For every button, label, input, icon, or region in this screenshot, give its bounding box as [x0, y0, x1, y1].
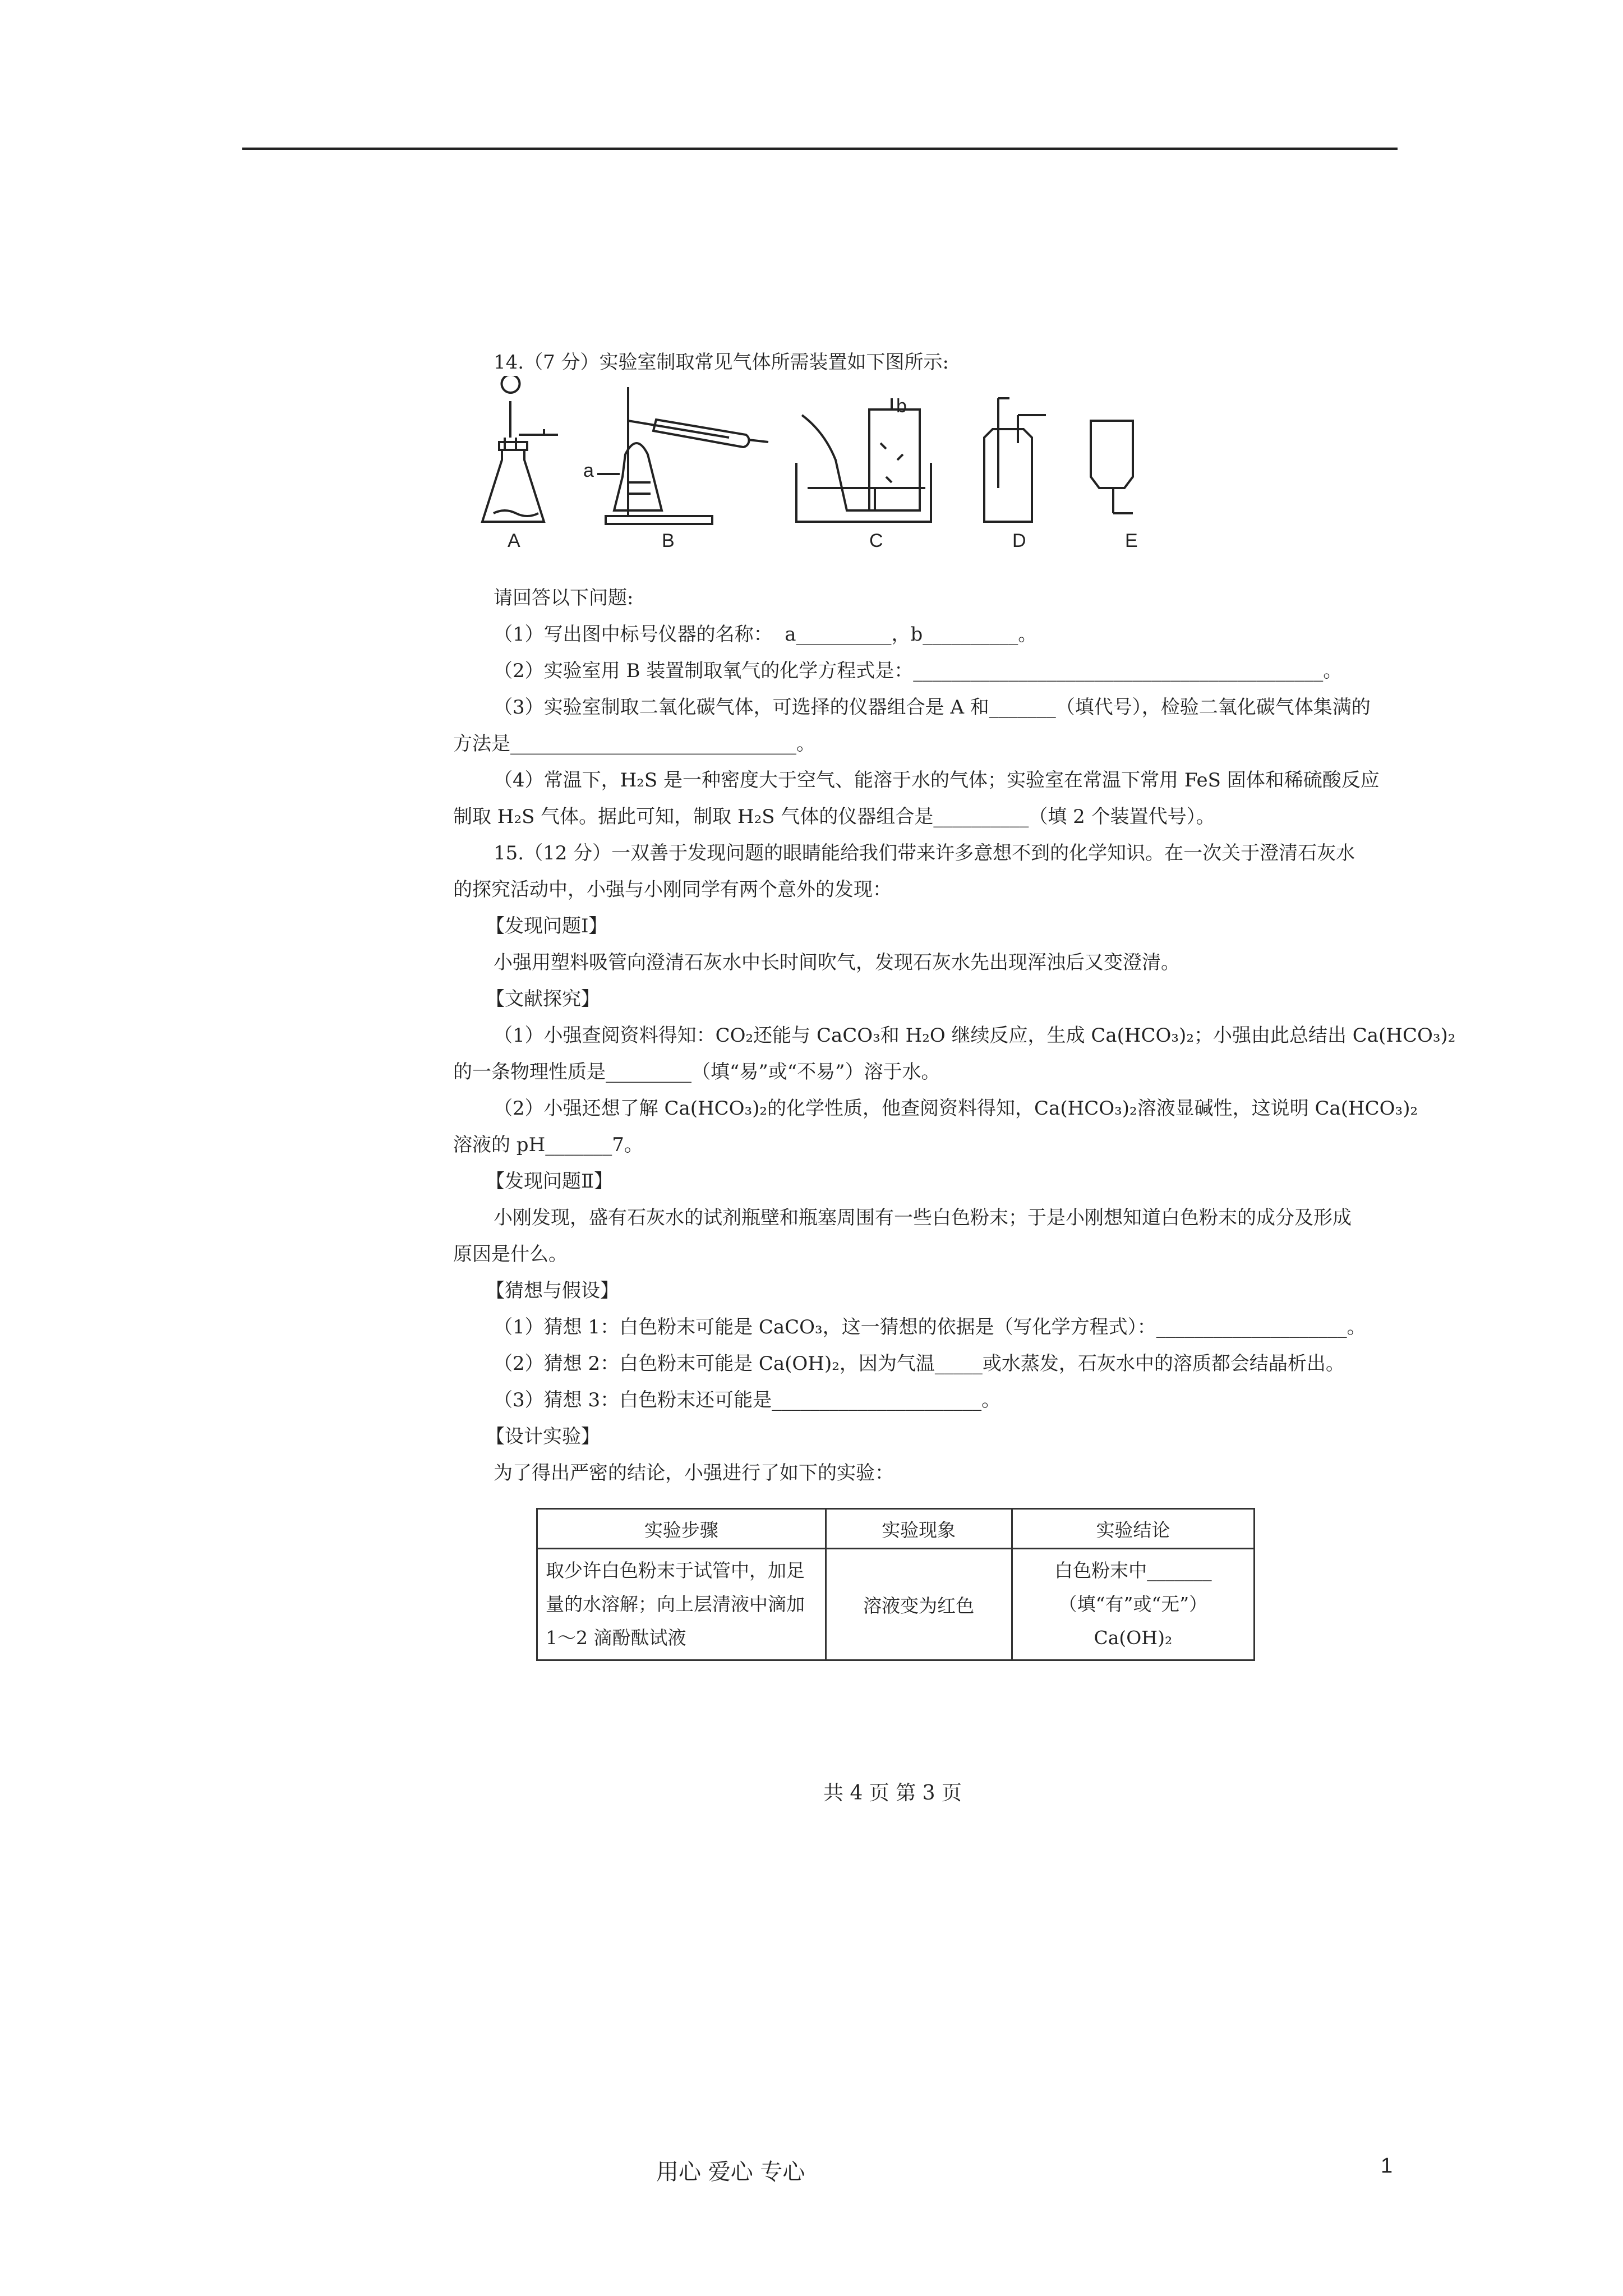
- apparatus-c: [796, 398, 931, 522]
- q14-part2: （2）实验室用 B 装置制取氧气的化学方程式是：___________________________________________。: [494, 660, 1343, 682]
- footer-motto: 用心 爱心 专心: [656, 2159, 805, 2185]
- label-a: A: [508, 530, 520, 551]
- header-step: 实验步骤: [537, 1509, 826, 1549]
- label-mark-b: b: [896, 395, 907, 417]
- table-header-row: [537, 1509, 1255, 1549]
- q14-part3-line2: 方法是______________________________。: [453, 733, 815, 755]
- page-number: 1: [1381, 2154, 1393, 2178]
- label-d: D: [1012, 530, 1026, 551]
- q15-guess2: （2）猜想 2：白色粉末可能是 Ca(OH)₂，因为气温_____或水蒸发，石灰水中的溶质都会结晶析出。: [494, 1352, 1345, 1375]
- apparatus-a: [482, 376, 558, 522]
- header-phenomenon: 实验现象: [826, 1509, 1012, 1549]
- experiment-table: [536, 1508, 1255, 1661]
- label-e: E: [1125, 530, 1138, 551]
- q15-text2-line1: 小刚发现，盛有石灰水的试剂瓶壁和瓶塞周围有一些白色粉末；于是小刚想知道白色粉末的成分及形成: [494, 1207, 1352, 1229]
- q15-heading-design: 【设计实验】: [486, 1425, 600, 1448]
- q15-line1: 15.（12 分）一双善于发现问题的眼睛能给我们带来许多意想不到的化学知识。在一次关于澄清石灰水: [494, 842, 1355, 864]
- q15-heading-problem1: 【发现问题Ⅰ】: [486, 915, 608, 937]
- q15-line2: 的探究活动中，小强与小刚同学有两个意外的发现：: [453, 878, 892, 901]
- apparatus-figure: [477, 376, 1178, 544]
- cell-conclusion: 白色粉末中_______（填“有”或“无”）Ca(OH)₂: [1012, 1549, 1254, 1660]
- q15-guess3: （3）猜想 3：白色粉末还可能是______________________。: [494, 1389, 1001, 1411]
- q15-text1: 小强用塑料吸管向澄清石灰水中长时间吹气，发现石灰水先出现浑浊后又变澄清。: [494, 951, 1180, 974]
- table-row: [537, 1549, 1255, 1660]
- q14-part1: （1）写出图中标号仪器的名称： a__________，b__________。: [494, 623, 1038, 646]
- q15-guess1: （1）猜想 1：白色粉末可能是 CaCO₃，这一猜想的依据是（写化学方程式）：____________________。: [494, 1316, 1366, 1338]
- cell-step: 取少许白色粉末于试管中，加足量的水溶解；向上层清液中滴加 1～2 滴酚酞试液: [537, 1549, 826, 1660]
- cell-phenomenon: 溶液变为红色: [826, 1549, 1012, 1660]
- apparatus-b: [597, 387, 768, 524]
- label-c: C: [869, 530, 883, 551]
- q15-lit2-line2: 溶液的 pH_______7。: [453, 1134, 643, 1156]
- q15-text2-line2: 原因是什么。: [453, 1243, 568, 1266]
- apparatus-d: [984, 398, 1046, 522]
- q15-heading-problem2: 【发现问题Ⅱ】: [486, 1170, 614, 1193]
- q14-part3-line1: （3）实验室制取二氧化碳气体，可选择的仪器组合是 A 和_______（填代号），检验二氧化碳气体集满的: [494, 696, 1371, 719]
- apparatus-e: [1091, 421, 1133, 513]
- q14-part4-line2: 制取 H₂S 气体。据此可知，制取 H₂S 气体的仪器组合是__________（填 2 个装置代号）。: [453, 806, 1215, 828]
- page-count: 共 4 页 第 3 页: [823, 1782, 962, 1805]
- q15-lit2-line1: （2）小强还想了解 Ca(HCO₃)₂的化学性质，他查阅资料得知，Ca(HCO₃)₂溶液显碱性，这说明 Ca(HCO₃)₂: [494, 1097, 1418, 1120]
- q15-heading-literature: 【文献探究】: [486, 988, 600, 1010]
- q15-heading-hypothesis: 【猜想与假设】: [486, 1280, 619, 1302]
- q15-lit1-line1: （1）小强查阅资料得知：CO₂还能与 CaCO₃和 H₂O 继续反应，生成 Ca(HCO₃)₂；小强由此总结出 Ca(HCO₃)₂: [494, 1024, 1456, 1047]
- q15-text3: 为了得出严密的结论，小强进行了如下的实验：: [494, 1462, 894, 1484]
- header-conclusion: 实验结论: [1012, 1509, 1254, 1549]
- q14-part4-line1: （4）常温下，H₂S 是一种密度大于空气、能溶于水的气体；实验室在常温下常用 FeS 固体和稀硫酸反应: [494, 769, 1380, 792]
- q14-title: 14.（7 分）实验室制取常见气体所需装置如下图所示:: [494, 351, 949, 374]
- label-b: B: [662, 530, 675, 551]
- q14-prompt: 请回答以下问题:: [494, 587, 634, 609]
- q15-lit1-line2: 的一条物理性质是_________（填“易”或“不易”）溶于水。: [453, 1061, 940, 1083]
- label-mark-a: a: [583, 460, 594, 481]
- header-rule: [242, 148, 1398, 150]
